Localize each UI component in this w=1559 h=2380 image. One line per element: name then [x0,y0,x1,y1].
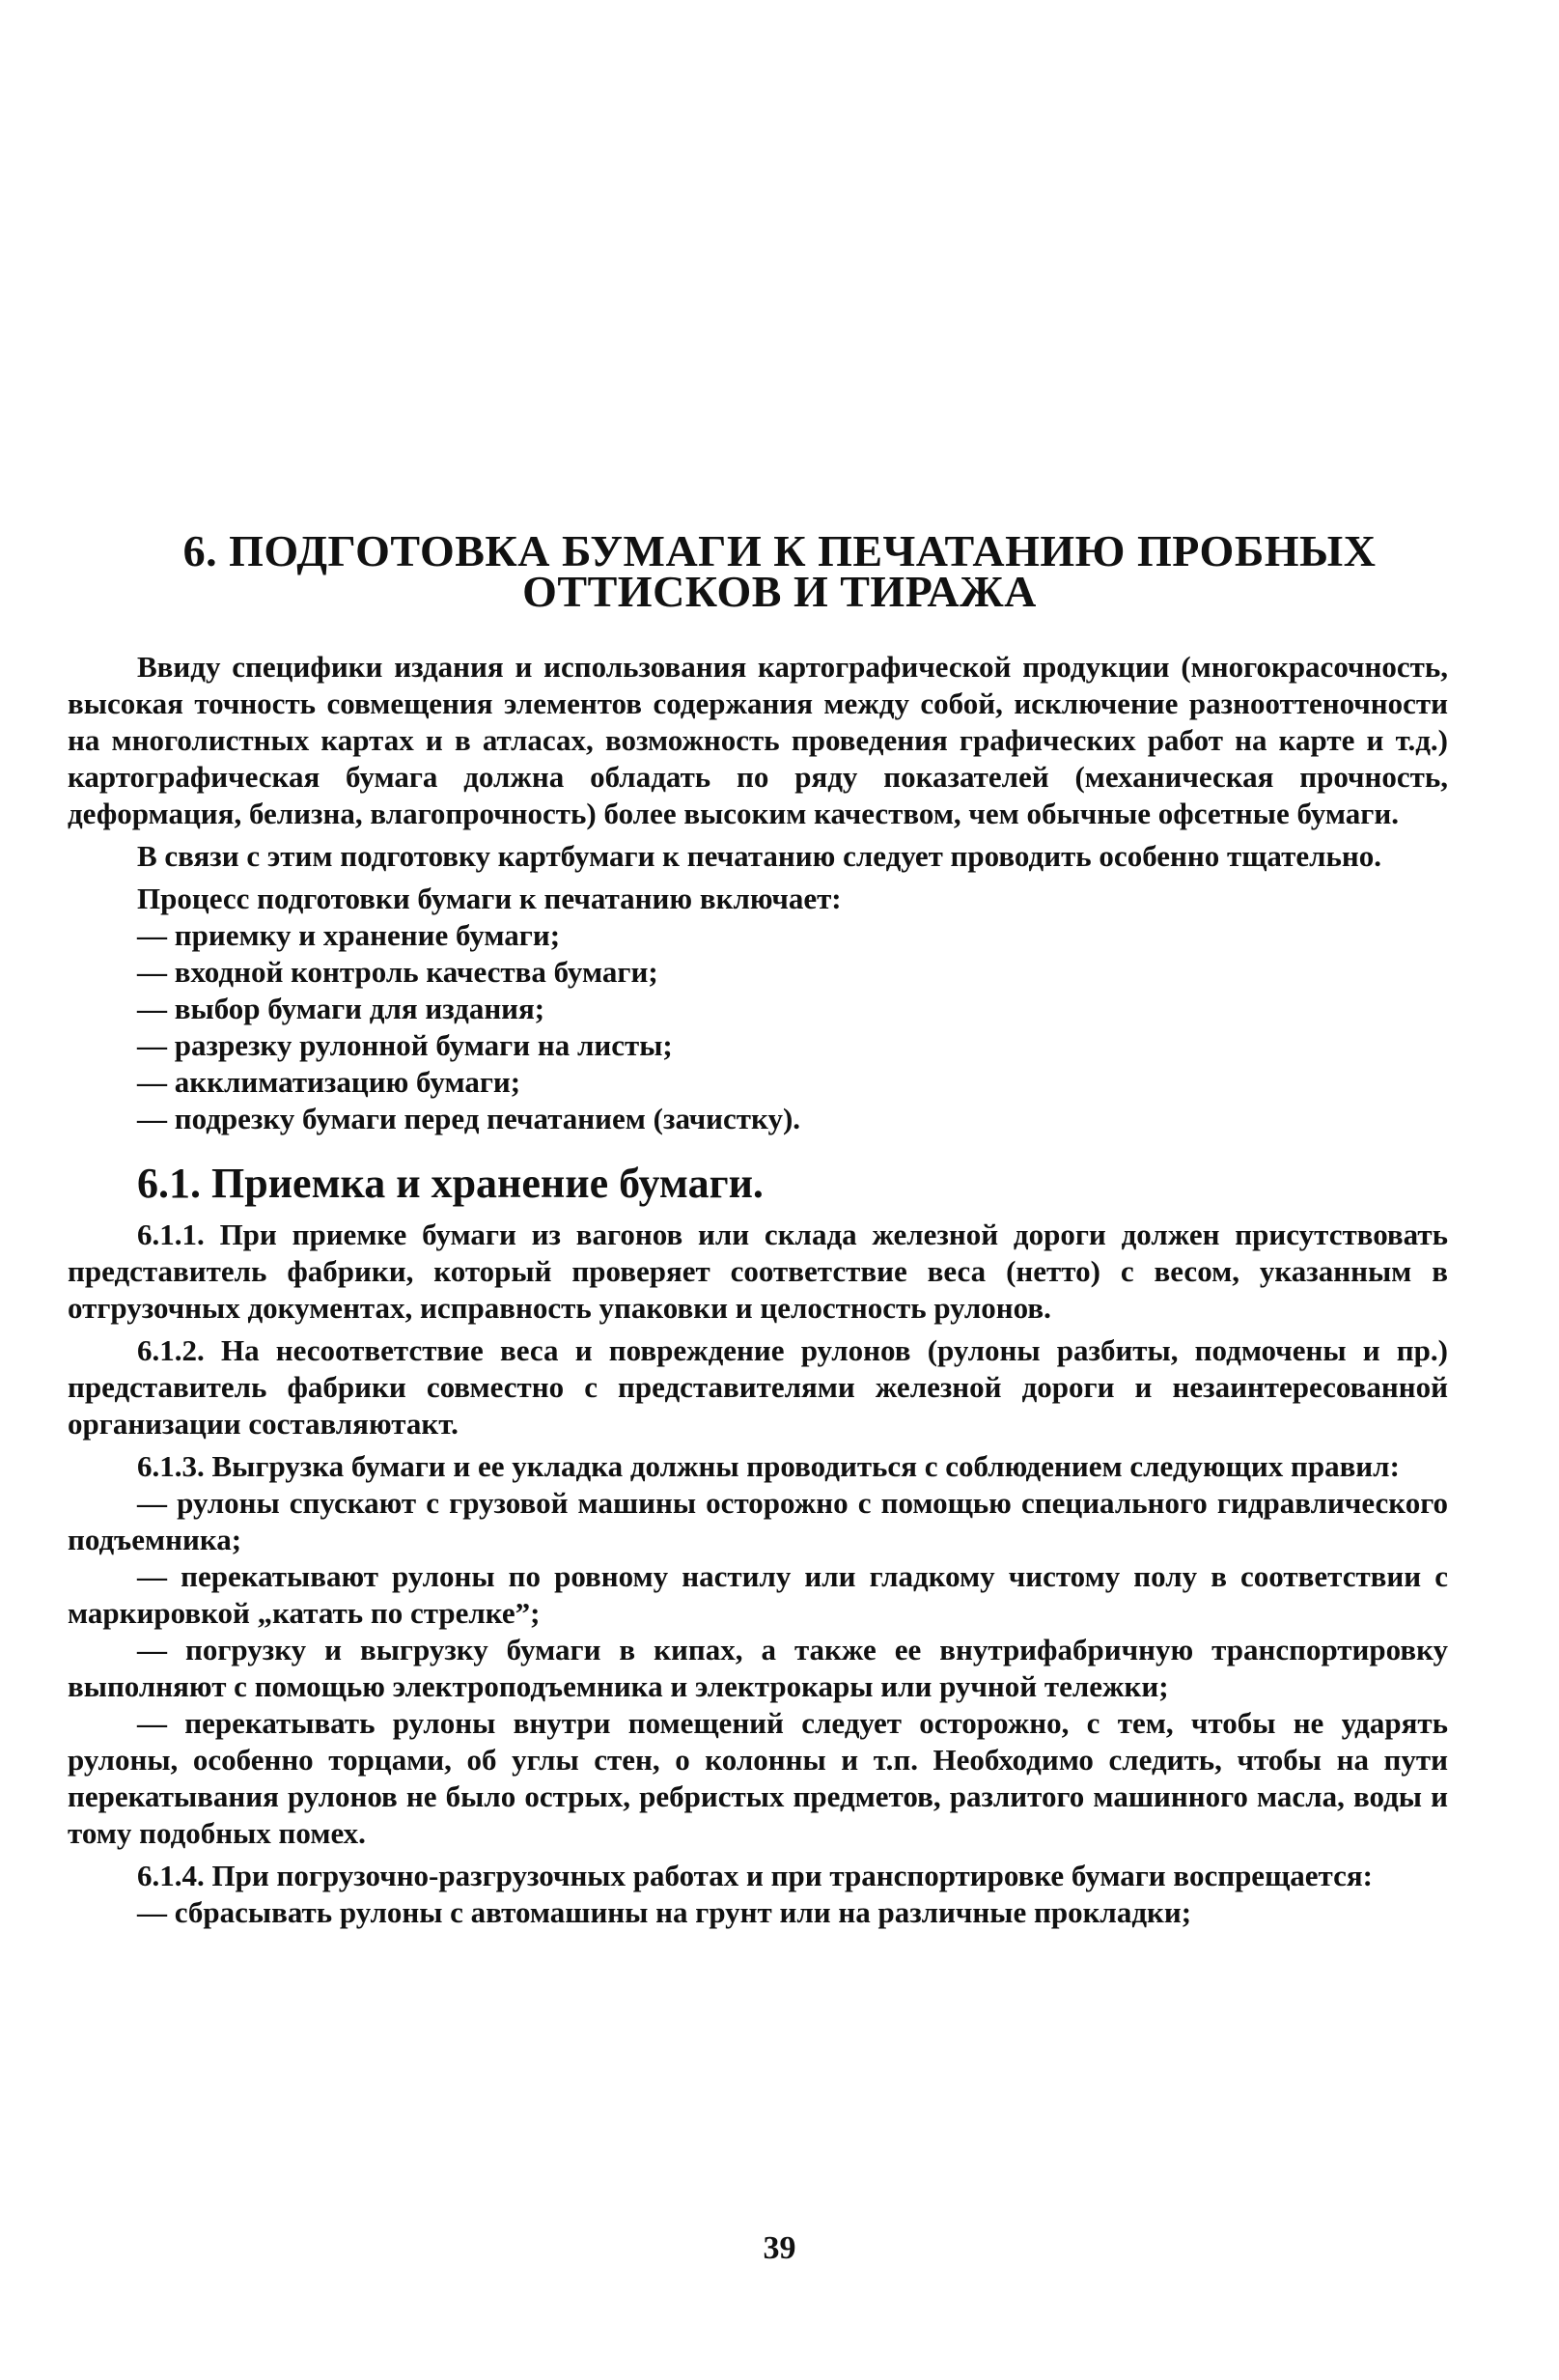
page-number: 39 [763,2230,796,2266]
intro-paragraph-2: В связи с этим подготовку картбумаги к печатанию следует проводить особенно тщательно. [137,839,1381,873]
intro-paragraph-3: Процесс подготовки бумаги к печатанию включает: [137,882,842,915]
list-item: — входной контроль качества бумаги; [137,955,658,989]
section-heading: 6.1. Приемка и хранение бумаги. [137,1160,764,1207]
list-item: — подрезку бумаги перед печатанием (зачистку). [137,1102,801,1135]
rule-item: — сбрасывать рулоны с автомашины на грунт или на различные прокладки; [137,1895,1192,1929]
rule-item: — перекатывают рулоны по ровному настилу или гладкому чистому полу в соответствии с маркировкой „катать по стрелке”; [68,1559,1448,1630]
list-item: — разрезку рулонной бумаги на листы; [137,1028,673,1062]
chapter-heading-line-1: 6. ПОДГОТОВКА БУМАГИ К ПЕЧАТАНИЮ ПРОБНЫХ [182,526,1377,575]
rule-item: — рулоны спускают с грузовой машины осторожно с помощью специального гидравлического подъемника; [68,1486,1448,1556]
paragraph-6-1-2: 6.1.2. На несоответствие веса и повреждение рулонов (рулоны разбиты, подмочены и пр.) представитель фабрики совместно с представителями железной дороги и незаинтересованной организации составляютакт. [68,1333,1448,1441]
list-item: — выбор бумаги для издания; [137,992,545,1025]
chapter-heading-line-2: ОТТИСКОВ И ТИРАЖА [522,567,1037,616]
list-item: — приемку и хранение бумаги; [137,918,561,952]
paragraph-6-1-3: 6.1.3. Выгрузка бумаги и ее укладка должны проводиться с соблюдением следующих правил: [137,1449,1400,1483]
paragraph-6-1-1: 6.1.1. При приемке бумаги из вагонов или склада железной дороги должен присутствовать представитель фабрики, который проверяет соответствие веса (нетто) с весом, указанным в отгрузочных документах, исправность упаковки и целостность рулонов. [68,1218,1448,1325]
list-item: — акклиматизацию бумаги; [137,1065,521,1099]
paragraph-6-1-4: 6.1.4. При погрузочно-разгрузочных работах и при транспортировке бумаги воспрещается: [137,1859,1373,1892]
rule-item: — перекатывать рулоны внутри помещений следует осторожно, с тем, чтобы не ударять рулоны, особенно торцами, об углы стен, о колонны и т.п. Необходимо следить, чтобы на пути перекатывания рулонов не было острых, ребристых предметов, разлитого машинного масла, воды и тому подобных помех. [68,1706,1448,1850]
rule-item: — погрузку и выгрузку бумаги в кипах, а также ее внутрифабричную транспортировку выполняют с помощью электроподъемника и электрокары или ручной тележки; [68,1633,1448,1703]
chapter-heading [106,526,1453,616]
body-text [68,649,1448,1931]
intro-paragraph-1: Ввиду специфики издания и использования картографической продукции (многокрасочность, высокая точность совмещения элементов содержания между собой, исключение разнооттеночности на многолистных картах и в атласах, возможность проведения графических работ на карте и т.д.) картографическая бумага должна обладать по ряду показателей (механическая прочность, деформация, белизна, влагопрочность) более высоким качеством, чем обычные офсетные бумаги. [68,650,1448,830]
